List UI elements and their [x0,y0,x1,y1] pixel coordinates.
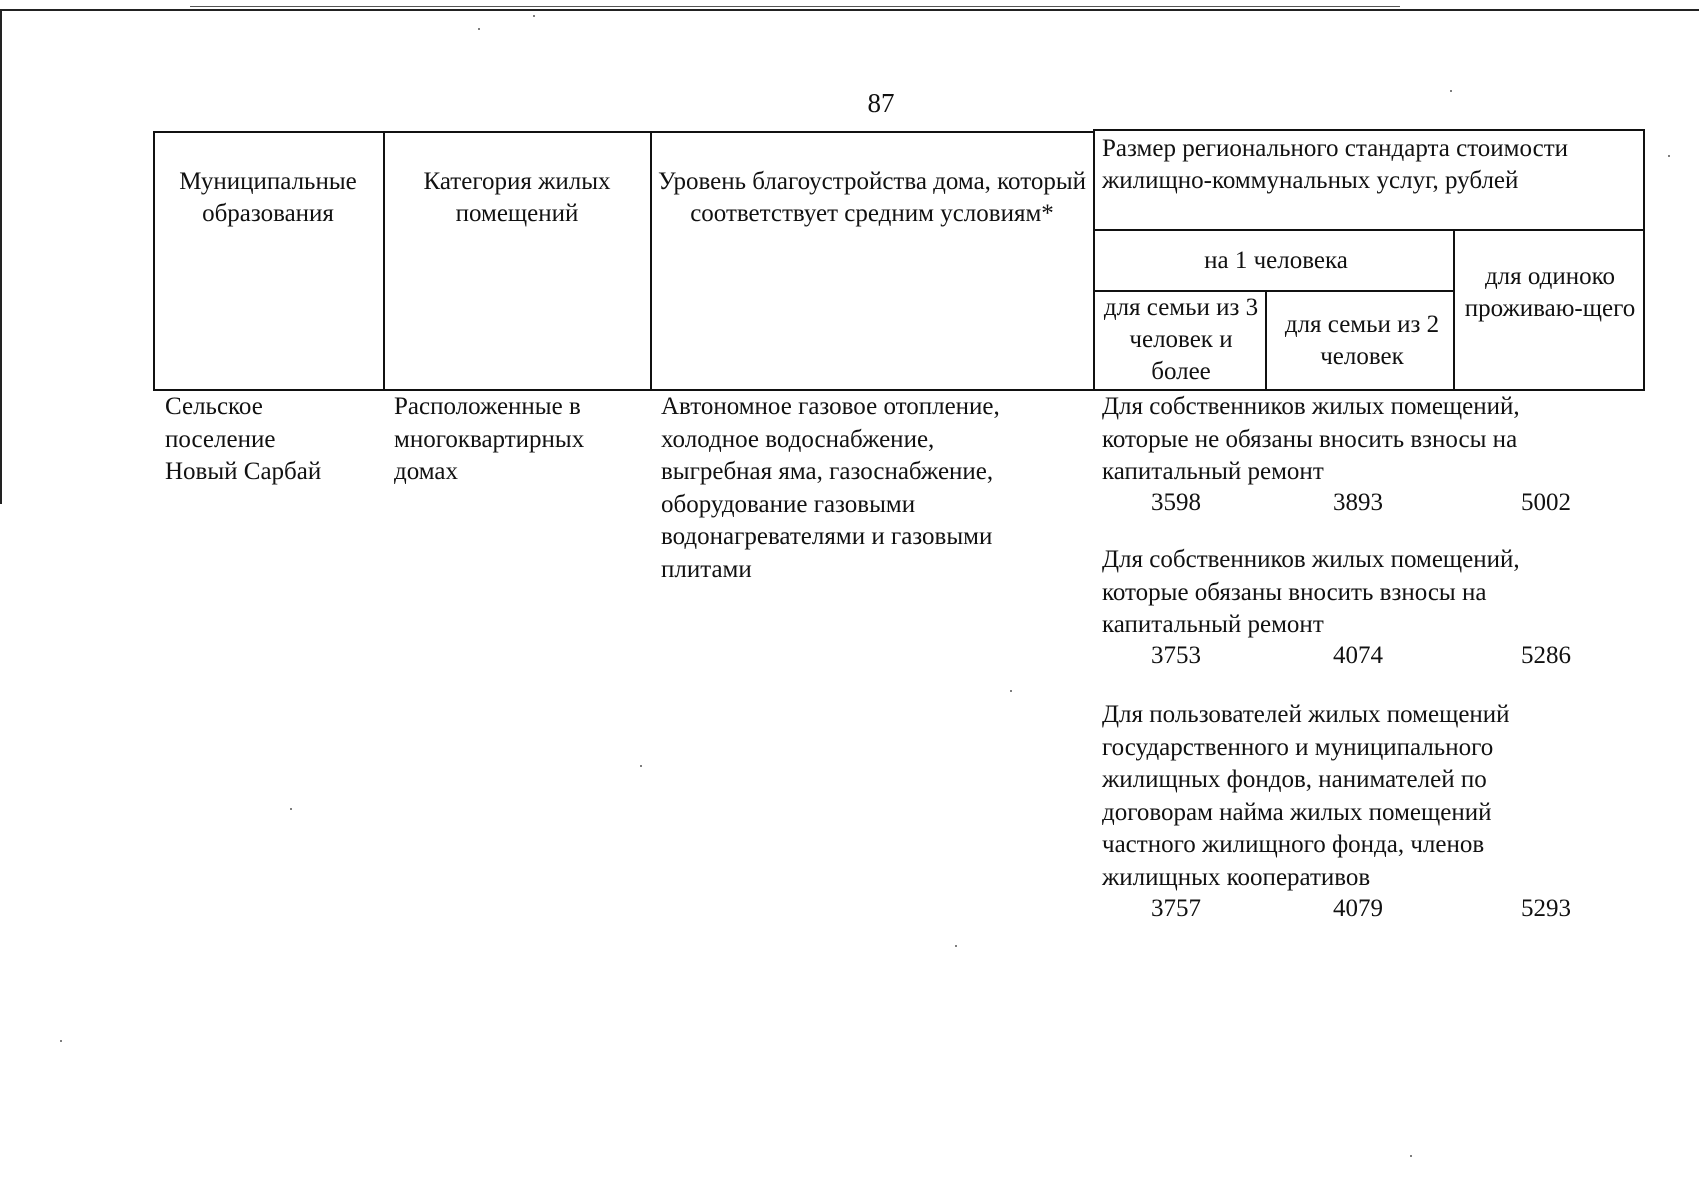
row-separator [1094,229,1645,231]
scan-speck [1410,1155,1412,1157]
header-municipality: Муниципальные образования [179,168,357,227]
value-family-2: 3893 [1333,489,1383,516]
column-separator [650,131,652,390]
value-family-2: 4074 [1333,642,1383,669]
header-improvement-level: Уровень благоустройства дома, который соответствует средним условиям* [658,168,1086,227]
value-family-3: 3753 [1151,642,1201,669]
page-number: 87 [867,88,895,118]
cell-municipality: Сельское поселение Новый Сарбай [165,393,322,485]
header-per-person: на 1 человека [1204,247,1348,274]
scan-speck [478,28,480,30]
cell-improvement-level: Автономное газовое отопление, холодное водоснабжение, выгребная яма, газоснабжение, оборудование газовыми водонагревателями и газовыми плитами [661,393,1000,583]
scan-border-left [0,9,2,504]
scan-border-line [190,6,1400,7]
table-border-top-right [1094,129,1645,131]
scan-speck [955,945,957,947]
scan-speck [640,765,642,767]
header-single: для одиноко проживаю-щего [1464,263,1636,322]
value-single: 5002 [1521,489,1571,516]
column-separator [1093,129,1095,390]
value-family-2: 4079 [1333,895,1383,922]
value-family-3: 3757 [1151,895,1201,922]
scan-speck [1450,90,1452,92]
group-description: Для пользователей жилых помещений государственного и муниципального жилищных фондов, нанимателей по договорам найма жилых помещений частного жилищного фонда, членов жилищных кооперативов [1102,701,1510,891]
table-border-left [153,131,155,390]
scan-border-top [0,9,1699,11]
value-single: 5286 [1521,642,1571,669]
column-separator [1453,229,1455,390]
cell-category: Расположенные в многоквартирных домах [394,393,585,485]
scan-speck [290,808,292,810]
table-border-right [1643,129,1645,390]
group-description: Для собственников жилых помещений, которые обязаны вносить взносы на капитальный ремонт [1102,546,1520,638]
scan-speck [60,1040,62,1042]
header-family-2: для семьи из 2 человек [1284,311,1440,370]
scan-speck [1668,155,1670,157]
column-separator [383,131,385,390]
header-family-3: для семьи из 3 человек и более [1103,294,1259,385]
scan-speck [1010,690,1012,692]
header-standard-size: Размер регионального стандарта стоимости жилищно-коммунальных услуг, рублей [1102,135,1569,194]
value-family-3: 3598 [1151,489,1201,516]
column-separator [1265,290,1267,390]
table-border-top-left [153,131,1095,133]
value-single: 5293 [1521,895,1571,922]
group-description: Для собственников жилых помещений, которые не обязаны вносить взносы на капитальный ремонт [1102,393,1520,485]
header-category: Категория жилых помещений [423,168,611,227]
scan-speck [533,15,535,17]
